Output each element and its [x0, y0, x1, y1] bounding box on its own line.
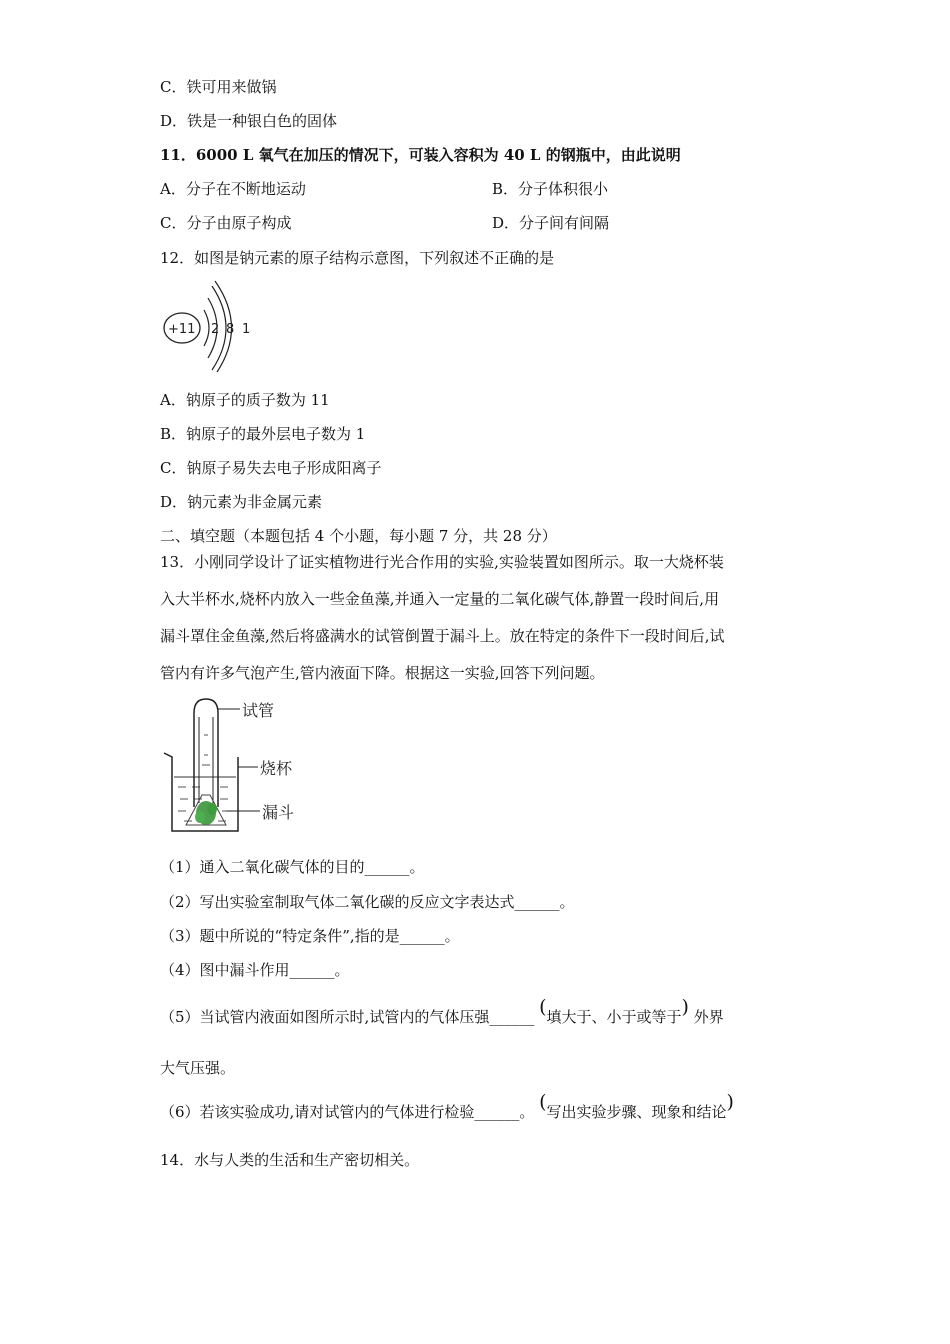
q13-sub-3: （3）题中所说的“特定条件”,指的是______。 [160, 927, 460, 945]
label-beaker: 烧杯 [260, 759, 293, 778]
q13-sub-6-hint: 写出实验步骤、现象和结论 [546, 1103, 727, 1121]
label-test-tube: 试管 [242, 701, 275, 720]
q11-option-c: C．分子由原子构成 [160, 214, 292, 232]
q13-sub-2: （2）写出实验室制取气体二氧化碳的反应文字表达式______。 [160, 893, 575, 911]
q10-option-d: D．铁是一种银白色的固体 [160, 112, 338, 130]
nucleus-charge: +11 [168, 322, 196, 337]
section-heading: 二、填空题（本题包括 4 个小题，每小题 7 分，共 28 分） [160, 527, 557, 545]
q13-sub-5-main: （5）当试管内液面如图所示时,试管内的气体压强______ [160, 1008, 535, 1026]
q13-sub-5-continuation: 大气压强。 [160, 1059, 236, 1077]
q12-option-a: A．钠原子的质子数为 11 [160, 391, 330, 409]
shell-electrons-3: 1 [242, 322, 251, 337]
q13-sub-5-hint: 填大于、小于或等于 [546, 1008, 682, 1026]
photosynthesis-apparatus-figure [160, 695, 310, 835]
q13-sub-5: （5）当试管内液面如图所示时,试管内的气体压强______ (填大于、小于或等于) 外界 [160, 996, 724, 1026]
q13-stem-line-3: 漏斗罩住金鱼藻,然后将盛满水的试管倒置于漏斗上。放在特定的条件下一段时间后,试 [160, 627, 725, 645]
shell-electrons-2: 8 [226, 322, 235, 337]
q14-stem: 14．水与人类的生活和生产密切相关。 [160, 1151, 420, 1169]
q11-option-a: A．分子在不断地运动 [160, 180, 306, 198]
label-funnel: 漏斗 [262, 803, 295, 822]
q12-option-c: C．钠原子易失去电子形成阳离子 [160, 459, 382, 477]
q13-stem-line-1: 13．小刚同学设计了证实植物进行光合作用的实验,实验装置如图所示。取一大烧杯装 [160, 553, 724, 571]
q11-option-d: D．分子间有间隔 [492, 214, 610, 232]
q13-sub-1: （1）通入二氧化碳气体的目的______。 [160, 858, 425, 876]
sodium-atom-diagram [160, 280, 260, 372]
q12-option-d: D．钠元素为非金属元素 [160, 493, 323, 511]
q11-stem: 11．6000 L 氧气在加压的情况下，可装入容积为 40 L 的钢瓶中，由此说明 [160, 146, 681, 164]
q13-stem-line-2: 入大半杯水,烧杯内放入一些金鱼藻,并通入一定量的二氧化碳气体,静置一段时间后,用 [160, 590, 720, 608]
q12-stem: 12．如图是钠元素的原子结构示意图，下列叙述不正确的是 [160, 249, 555, 267]
q12-option-b: B．钠原子的最外层电子数为 1 [160, 425, 366, 443]
q11-option-b: B．分子体积很小 [492, 180, 609, 198]
shell-electrons-1: 2 [211, 322, 220, 337]
q13-stem-line-4: 管内有许多气泡产生,管内液面下降。根据这一实验,回答下列问题。 [160, 664, 605, 682]
q13-sub-5-tail: 外界 [693, 1008, 724, 1026]
q13-sub-4: （4）图中漏斗作用______。 [160, 961, 350, 979]
q13-sub-6-main: （6）若该实验成功,请对试管内的气体进行检验______。 [160, 1103, 535, 1121]
q13-sub-6: （6）若该实验成功,请对试管内的气体进行检验______。 (写出实验步骤、现象和结论) [160, 1091, 734, 1121]
q10-option-c: C．铁可用来做锅 [160, 78, 277, 96]
